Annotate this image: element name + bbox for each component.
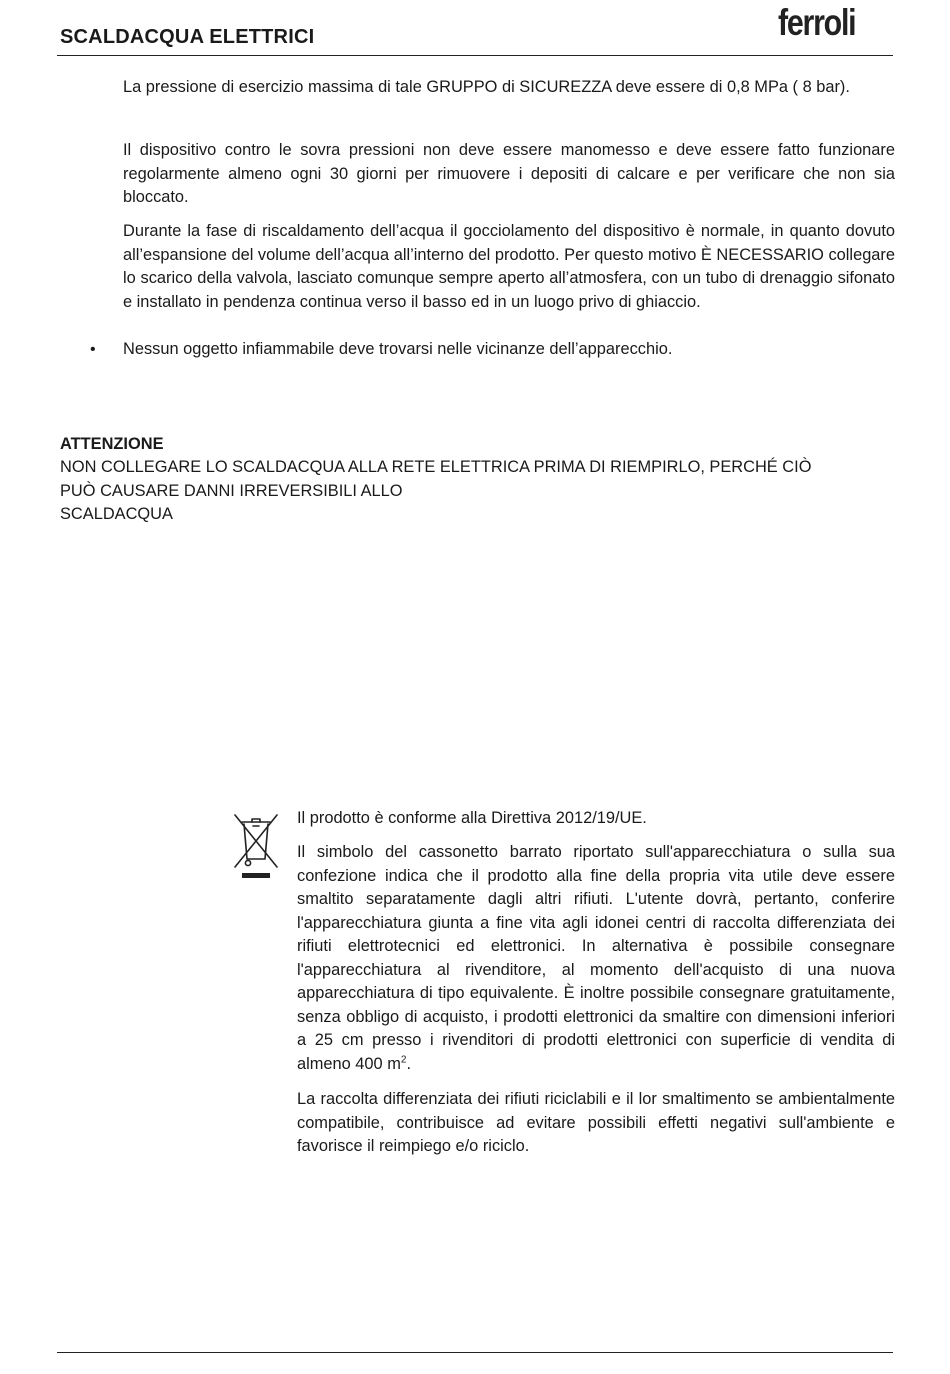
attention-warning [60, 456, 900, 527]
page-title: SCALDACQUA ELETTRICI [60, 26, 315, 48]
pressure-paragraph: La pressione di esercizio massima di tale GRUPPO di SICUREZZA deve essere di 0,8 MPa ( 8 bar). [123, 78, 850, 96]
crossed-out-wheelie-bin-icon [232, 812, 280, 880]
flammable-bullet-item: Nessun oggetto infiammabile deve trovarsi nelle vicinanze dell’apparecchio. [123, 340, 673, 358]
dripping-paragraph: Durante la fase di riscaldamento dell’acqua il gocciolamento del dispositivo è normale, in quanto dovuto all’espansione del volume dell’acqua all’interno del prodotto. Per questo motivo È NECESSARIO collegare lo scarico della valvola, lasciato comunque sempre aperto all’atmosfera, con un tubo di drenaggio sifonato e installato in pendenza continua verso il basso ed in un luogo privo di ghiaccio. [123, 222, 895, 311]
symbol-explanation-text: Il simbolo del cassonetto barrato riportato sull'apparecchiatura o sulla sua confezione indica che il prodotto alla fine della propria vita utile deve essere smaltito separatamente dagli altri rifiuti. L'utente dovrà, pertanto, conferire l'apparecchiatura giunta a fine vita agli idonei centri di raccolta differenziata dei rifiuti elettrotecnici ed elettronici. In alternativa è possibile consegnare l'apparecchiatura al rivenditore, al momento dell'acquisto di una nuova apparecchiatura di tipo equivalente. È inoltre possibile consegnare gratuitamente, senza obbligo di acquisto, i prodotti elettronici da smaltire con dimensioni inferiori a 25 cm presso i rivenditori di prodotti elettronici con superficie di vendita di almeno 400 m [297, 843, 895, 1073]
ferroli-logo: ferroli [778, 2, 856, 43]
footer-divider [57, 1352, 893, 1353]
directive-paragraph: Il prodotto è conforme alla Direttiva 2012/19/UE. [297, 809, 647, 827]
attention-heading: ATTENZIONE [60, 435, 164, 453]
attention-line: PUÒ CAUSARE DANNI IRREVERSIBILI ALLO [60, 481, 403, 500]
device-paragraph: Il dispositivo contro le sovra pressioni non deve essere manomesso e deve essere fatto funzionare regolarmente almeno ogni 30 giorni per rimuovere i depositi di calcare e per verificare che non sia bloccato. [123, 141, 895, 206]
bullet-marker: • [90, 341, 96, 358]
symbol-explanation-paragraph [297, 841, 895, 1076]
header-divider [57, 55, 893, 56]
square-superscript: 2 [400, 1054, 407, 1066]
attention-line: SCALDACQUA [60, 505, 173, 523]
attention-line: NON COLLEGARE LO SCALDACQUA ALLA RETE ELETTRICA PRIMA DI RIEMPIRLO, PERCHÉ CIÒ [60, 458, 812, 476]
recycling-paragraph: La raccolta differenziata dei rifiuti riciclabili e il lor smaltimento se ambientalmente compatibile, contribuisce ad evitare possibili effetti negativi sull'ambiente e favorisce il reimpiego e/o riciclo. [297, 1090, 895, 1155]
sentence-end: . [406, 1054, 411, 1073]
